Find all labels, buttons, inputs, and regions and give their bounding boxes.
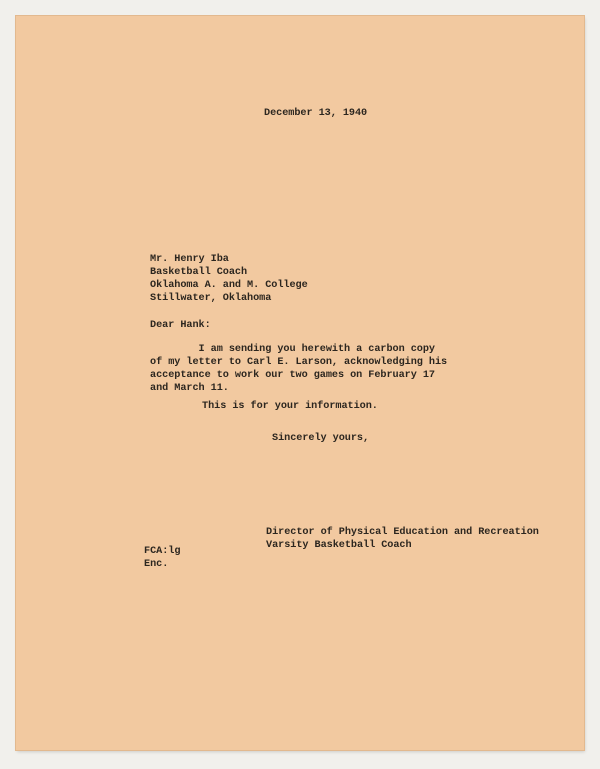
recipient-name: Mr. Henry Iba <box>150 254 229 265</box>
complimentary-closing: Sincerely yours, <box>272 433 370 444</box>
reference-block <box>144 545 180 571</box>
signature-block <box>266 526 539 552</box>
body-line: of my letter to Carl E. Larson, acknowledging his <box>150 357 448 368</box>
enclosure-note: Enc. <box>144 559 169 570</box>
letter-date: December 13, 1940 <box>264 108 368 119</box>
recipient-address <box>150 253 308 305</box>
recipient-city: Stillwater, Oklahoma <box>150 293 272 304</box>
recipient-institution: Oklahoma A. and M. College <box>150 280 308 291</box>
recipient-title: Basketball Coach <box>150 267 248 278</box>
salutation: Dear Hank: <box>150 320 211 331</box>
reference-initials: FCA:lg <box>144 546 181 557</box>
signature-title: Director of Physical Education and Recreation <box>266 527 539 538</box>
body-paragraph <box>150 343 447 395</box>
information-note: This is for your information. <box>202 401 378 412</box>
signature-title: Varsity Basketball Coach <box>266 540 412 551</box>
body-line: I am sending you herewith a carbon copy <box>150 344 435 355</box>
letter-page <box>16 16 584 750</box>
body-line: and March 11. <box>150 383 229 394</box>
body-line: acceptance to work our two games on February 17 <box>150 370 435 381</box>
